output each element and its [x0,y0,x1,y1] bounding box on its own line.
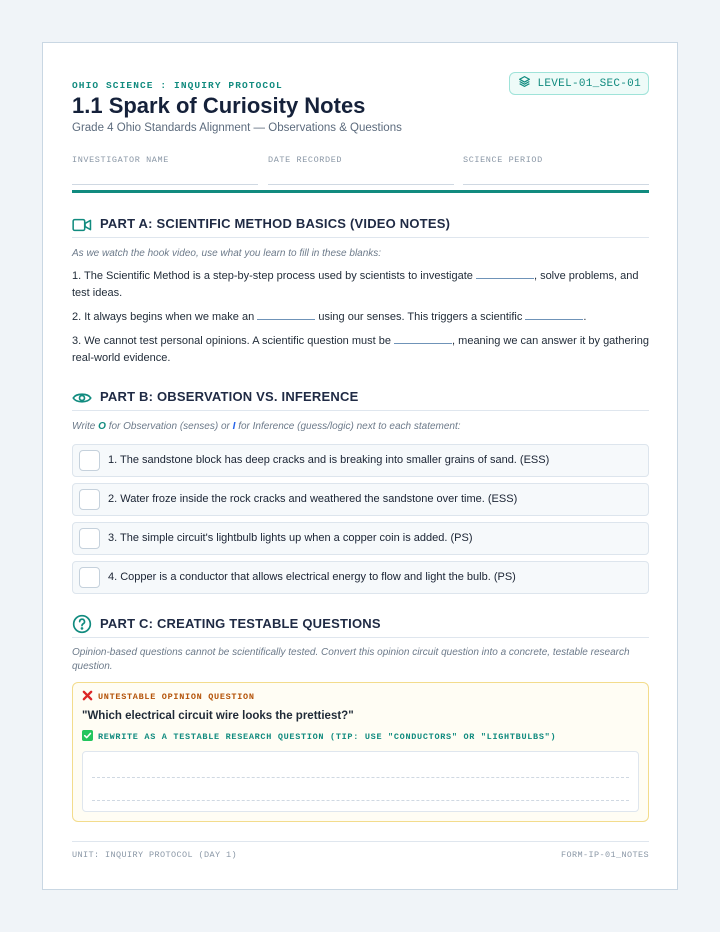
question-text: 1. The Scientific Method is a step-by-step process used by scientists to investigate [72,270,473,282]
answer-box[interactable] [79,567,100,588]
level-badge [509,72,649,95]
question-3 [72,333,649,366]
student-info-fields [72,149,649,185]
part-a-instructions: As we watch the hook video, use what you learn to fill in these blanks: [72,248,382,259]
kicker: OHIO SCIENCE : INQUIRY PROTOCOL [72,80,283,91]
answer-box[interactable] [79,528,100,549]
part-a-title: PART A: SCIENTIFIC METHOD BASICS (VIDEO NOTES) [100,216,451,231]
question-2 [72,309,649,326]
eye-icon [72,389,92,407]
rewrite-answer-area[interactable] [82,751,639,812]
investigator-name-field[interactable] [72,149,258,185]
question-1 [72,268,649,301]
statement-text: 4. Copper is a conductor that allows electrical energy to flow and light the bulb. (PS) [108,571,516,583]
part-a-heading [72,216,649,238]
part-c-instructions: Opinion-based questions cannot be scientifically tested. Convert this opinion circuit question into a concrete, testable research question. [72,647,630,672]
answer-box[interactable] [79,450,100,471]
inference-letter: I [232,421,236,432]
part-b-heading [72,389,649,411]
footer-form-id: FORM-IP-01_NOTES [560,850,649,860]
header-divider [72,190,649,193]
question-text: . [583,311,587,323]
field-label: INVESTIGATOR NAME [72,155,169,165]
question-rewrite-card [72,682,649,822]
question-text: , solve problems, and test ideas. [72,270,639,299]
question-circle-icon [72,614,92,634]
check-mark-icon [82,730,93,744]
page-footer [72,841,649,859]
red-x-icon [82,690,93,704]
untestable-label-text: UNTESTABLE OPINION QUESTION [98,692,255,702]
question-text: , meaning we can answer it by gathering real-world evidence. [72,335,649,364]
date-recorded-field[interactable] [268,149,454,185]
instruction-text: for Observation (senses) or [108,421,230,432]
worksheet-page [42,42,678,890]
rewrite-label-text: REWRITE AS A TESTABLE RESEARCH QUESTION (TIP: USE "CONDUCTORS" OR "LIGHTBULBS") [98,732,557,742]
opinion-question: "Which electrical circuit wire looks the prettiest?" [82,710,354,722]
fill-blank[interactable] [525,310,583,320]
page-title: 1.1 Spark of Curiosity Notes [72,93,366,118]
statement-row [72,483,649,516]
field-label: SCIENCE PERIOD [463,155,543,165]
answer-box[interactable] [79,489,100,510]
fill-blank[interactable] [257,310,315,320]
untestable-label [82,690,255,704]
instruction-text: for Inference (guess/logic) next to each statement: [238,421,461,432]
statement-text: 1. The sandstone block has deep cracks and is breaking into smaller grains of sand. (ESS) [108,454,550,466]
fill-blank[interactable] [476,269,534,279]
part-c-heading [72,614,649,638]
field-label: DATE RECORDED [268,155,343,165]
statement-row [72,561,649,594]
footer-unit: UNIT: INQUIRY PROTOCOL (DAY 1) [72,850,238,860]
question-text: using our senses. This triggers a scientific [318,311,523,323]
statement-text: 2. Water froze inside the rock cracks and weathered the sandstone over time. (ESS) [108,493,518,505]
fill-blank[interactable] [394,334,452,344]
observation-letter: O [98,421,106,432]
question-text: 3. We cannot test personal opinions. A scientific question must be [72,335,391,347]
part-b-instructions [72,420,649,434]
page-subtitle: Grade 4 Ohio Standards Alignment — Observations & Questions [72,122,402,134]
science-period-field[interactable] [463,149,649,185]
question-text: 2. It always begins when we make an [72,311,255,323]
video-camera-icon [72,216,92,234]
writing-line [92,800,629,801]
badge-label: LEVEL-01_SEC-01 [537,77,641,90]
statement-row [72,522,649,555]
layers-icon [518,75,531,92]
writing-line [92,777,629,778]
rewrite-label [82,730,556,744]
statement-text: 3. The simple circuit's lightbulb lights up when a copper coin is added. (PS) [108,532,473,544]
statement-row [72,444,649,477]
instruction-text: Write [72,421,96,432]
part-c-title: PART C: CREATING TESTABLE QUESTIONS [100,616,381,631]
part-b-title: PART B: OBSERVATION VS. INFERENCE [100,389,359,404]
